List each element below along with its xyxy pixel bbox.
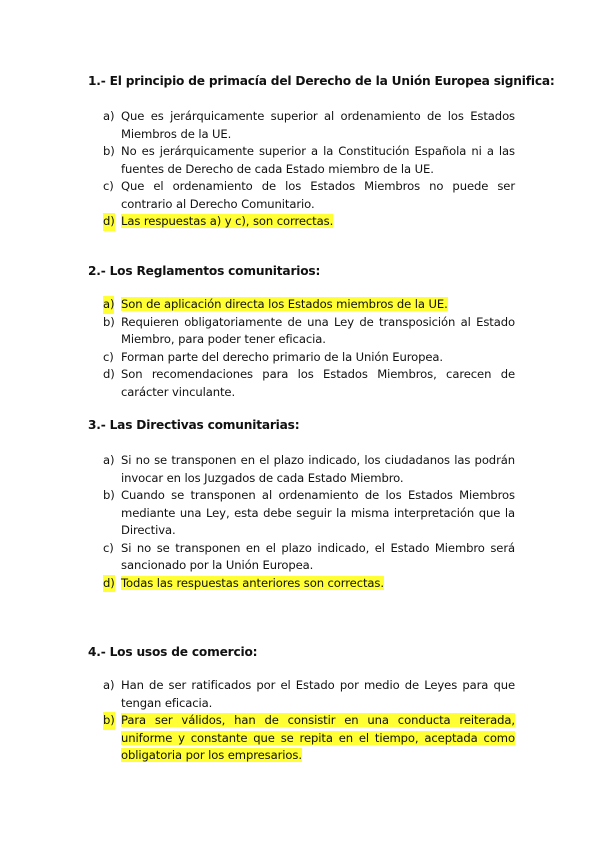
option-text: Que el ordenamiento de los Estados Miembros no puede ser contrario al Derecho Comunitario. (121, 179, 515, 211)
question-2-title: 2.- Los Reglamentos comunitarios: (88, 264, 321, 278)
option-letter: a) (103, 453, 115, 467)
option-1c (103, 178, 515, 213)
question-2-options (103, 296, 515, 401)
question-4-title: 4.- Los usos de comercio: (88, 645, 258, 659)
option-text: Todas las respuestas anteriores son correctas. (121, 575, 384, 590)
option-text: Si no se transponen en el plazo indicado, los ciudadanos las podrán invocar en los Juzgados de cada Estado Miembro. (121, 453, 515, 485)
option-letter: a) (103, 678, 115, 692)
option-text: Que es jerárquicamente superior al ordenamiento de los Estados Miembros de la UE. (121, 109, 515, 141)
option-text: Forman parte del derecho primario de la Unión Europea. (121, 349, 444, 364)
question-3-options (103, 452, 515, 592)
option-letter: b) (103, 314, 115, 329)
option-letter: d) (103, 575, 115, 593)
option-3d-correct (103, 575, 515, 593)
question-1-options (103, 108, 515, 231)
question-4-options (103, 677, 515, 765)
option-letter: c) (103, 540, 114, 555)
question-3-title: 3.- Las Directivas comunitarias: (88, 418, 300, 432)
question-1-title: 1.- El principio de primacía del Derecho de la Unión Europea significa: (88, 74, 555, 88)
option-1a (103, 108, 515, 143)
option-text: No es jerárquicamente superior a la Constitución Española ni a las fuentes de Derecho de cada Estado miembro de la UE. (121, 144, 515, 176)
option-letter: c) (103, 179, 114, 193)
option-letter: a) (103, 109, 115, 123)
option-letter: b) (103, 488, 115, 502)
option-3a (103, 452, 515, 487)
option-4a (103, 677, 515, 712)
option-text: Son recomendaciones para los Estados Miembros, carecen de carácter vinculante. (121, 367, 515, 399)
option-4b-correct (103, 712, 515, 765)
option-letter: d) (103, 367, 115, 381)
option-letter: b) (103, 144, 115, 158)
option-letter: c) (103, 349, 114, 364)
option-text: Requieren obligatoriamente de una Ley de transposición al Estado Miembro, para poder tener eficacia. (121, 314, 515, 346)
option-text: Si no se transponen en el plazo indicado, el Estado Miembro será sancionado por la Unión Europea. (121, 540, 515, 572)
option-letter: a) (103, 296, 114, 314)
option-3b (103, 487, 515, 540)
option-3c (103, 540, 515, 575)
option-text: Cuando se transponen al ordenamiento de los Estados Miembros mediante una Ley, esta debe seguir la misma interpretación que la Directiva. (121, 488, 515, 537)
option-letter: b) (103, 712, 115, 730)
option-text: Han de ser ratificados por el Estado por medio de Leyes para que tengan eficacia. (121, 678, 515, 710)
option-letter: d) (103, 213, 115, 231)
option-2d (103, 366, 515, 401)
option-text: Para ser válidos, han de consistir en una conducta reiterada, uniforme y constante que se repita en el tiempo, aceptada como obligatoria por los empresarios. (121, 713, 515, 762)
option-2a-correct (103, 296, 515, 314)
option-text: Son de aplicación directa los Estados miembros de la UE. (121, 297, 448, 311)
option-2b (103, 314, 515, 349)
option-2c (103, 349, 515, 367)
option-text: Las respuestas a) y c), son correctas. (121, 214, 334, 228)
option-1d-correct (103, 213, 515, 231)
option-1b (103, 143, 515, 178)
